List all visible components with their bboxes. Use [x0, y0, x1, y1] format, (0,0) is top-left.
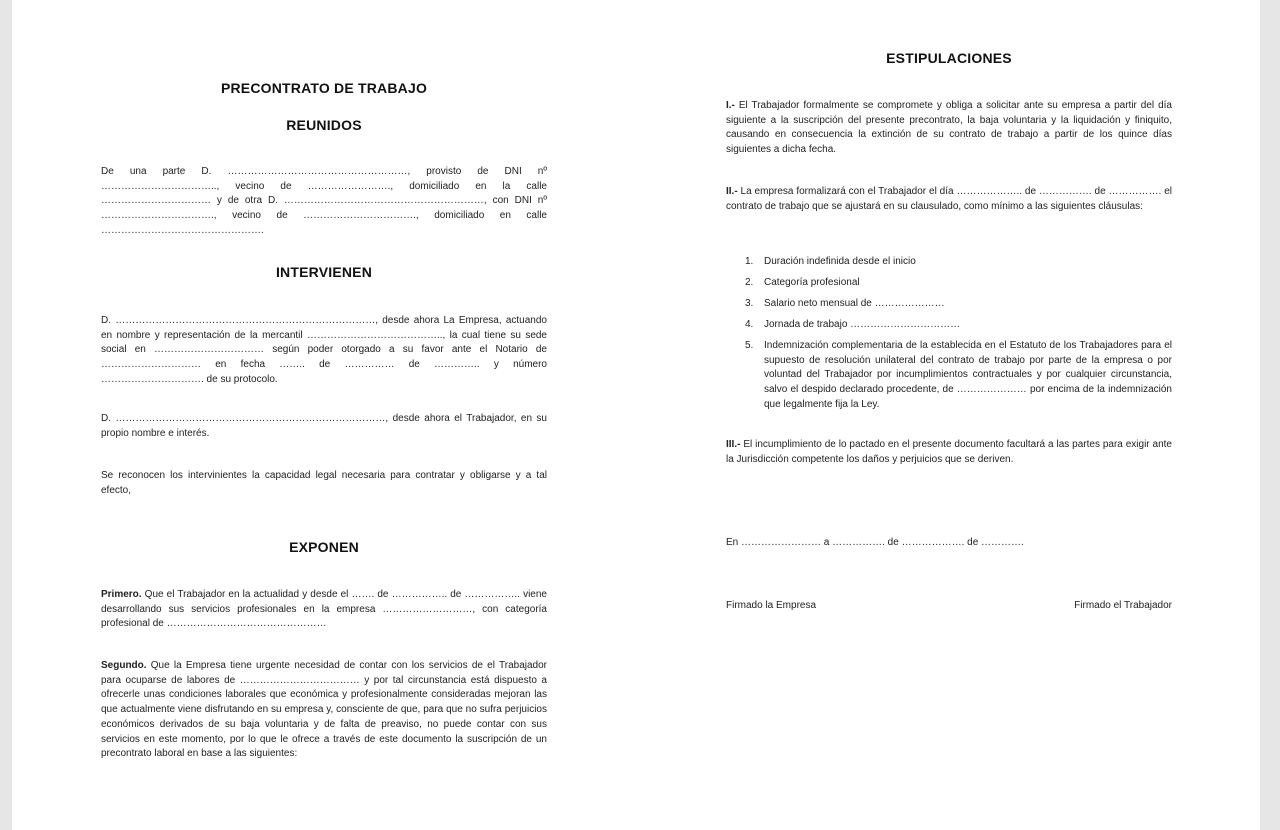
list-item-number: 5. [745, 340, 754, 351]
clause-ii-label: II.- [726, 186, 738, 197]
segundo-text: Que la Empresa tiene urgente necesidad de contar con los servicios de el Trabajador para ocuparse de labores de ……………………………… y por tal circunstancia está dispuesto a ofrecerle unas condiciones laborales que económica y profesionalmente consideradas mejoran las que actualmente viene disfrutando en su empresa y, consciente de que, para que no sufra perjuicios económicos derivados de su baja voluntaria y de falta de preaviso, no puede contar con sus servicios en este momento, por lo que le ofrece a través de este documento la suscripción de un precontrato laboral en base a las siguientes: [101, 660, 547, 760]
paragraph-intervienen-empresa: D. ……………………………………………………………………, desde ahora La Empresa, actuando en nombre y representación de la mercantil ………………………………….., la cual tiene su sede social en …………………………… según poder otorgado a su favor ante el Notario de ………………………… en fecha …….. de …………… de ………….. y número …………………………. de su protocolo. [101, 315, 547, 385]
section-heading-intervienen: INTERVIENEN [275, 264, 373, 280]
signature-company: Firmado la Empresa [726, 600, 817, 611]
primero-text: Que el Trabajador en la actualidad y desde el ……. de …………….. de …………….. viene desarrollando sus servicios profesionales en la empresa ………………………, con categoría profesional de ………………………………………… [101, 589, 547, 630]
clause-iii-label: III.- [726, 439, 741, 450]
paragraph-segundo [101, 659, 547, 762]
clause-i-text: El Trabajador formalmente se compromete y obliga a solicitar ante su empresa a partir del día siguiente a la suscripción del presente precontrato, la baja voluntaria y la liquidación y finiquito, causando en consecuencia la extinción de su contrato de trabajo a partir de los quince días siguientes a dicha fecha. [726, 100, 1172, 156]
paragraph-primero [101, 588, 547, 632]
clause-i [726, 99, 1172, 158]
clause-ii-text: La empresa formalizará con el Trabajador el día ……………….. de ……………. de ……………. el contrato de trabajo que se ajustará en su clausulado, como mínimo a las siguientes cláusulas: [726, 186, 1172, 212]
paragraph-capacidad-legal: Se reconocen los intervinientes la capacidad legal necesaria para contratar y obligarse y a tal efecto, [101, 470, 547, 496]
list-item [726, 255, 1172, 270]
list-item [726, 276, 1172, 291]
document-title: PRECONTRATO DE TRABAJO [220, 80, 428, 96]
section-heading-reunidos: REUNIDOS [286, 117, 362, 133]
section-heading-estipulaciones: ESTIPULACIONES [886, 50, 1012, 66]
clause-ii [726, 185, 1172, 214]
list-item [726, 339, 1172, 413]
list-item-text: Duración indefinida desde el inicio [764, 256, 916, 267]
list-item-number: 4. [745, 319, 754, 330]
list-item [726, 318, 1172, 333]
list-item [726, 297, 1172, 312]
clause-list [726, 255, 1172, 419]
document-page [12, 0, 1260, 830]
list-item-number: 2. [745, 277, 754, 288]
list-item-text: Jornada de trabajo …………………………… [764, 319, 961, 330]
section-heading-exponen: EXPONEN [289, 539, 359, 555]
list-item-text: Salario neto mensual de ………………… [764, 298, 945, 309]
list-item-text: Indemnización complementaria de la establecida en el Estatuto de los Trabajadores para el supuesto de resolución unilateral del contrato de trabajo por parte de la empresa o por voluntad del Trabajador por incumplimientos contractuales y por cualquier circunstancia, salvo el despido declarado procedente, de ………………… por encima de la indemnización que legalmente fija la Ley. [764, 340, 1172, 410]
place-date-line: En …………………… a ……………. de ………………. de …………. [726, 537, 1024, 548]
segundo-label: Segundo. [101, 660, 147, 671]
clause-iii-text: El incumplimiento de lo pactado en el presente documento facultará a las partes para exigir ante la Jurisdicción competente los daños y perjuicios que se deriven. [726, 439, 1172, 465]
clause-iii [726, 438, 1172, 467]
primero-label: Primero. [101, 589, 142, 600]
clause-i-label: I.- [726, 100, 735, 111]
signature-worker: Firmado el Trabajador [1074, 600, 1172, 611]
paragraph-reunidos: De una parte D. ………………………………………………, provisto de DNI nº …………………………….., vecino de ……………………., domiciliado en la calle …………………………… y de otra D. ……………………………………………………, con DNI nº ……………………………., vecino de ……………………………., domiciliado en calle …………………………………………. [101, 166, 547, 236]
list-item-number: 3. [745, 298, 754, 309]
paragraph-intervienen-trabajador: D. ………………………………………………………………………, desde ahora el Trabajador, en su propio nombre e interés. [101, 413, 547, 439]
list-item-number: 1. [745, 256, 754, 267]
list-item-text: Categoría profesional [764, 277, 860, 288]
